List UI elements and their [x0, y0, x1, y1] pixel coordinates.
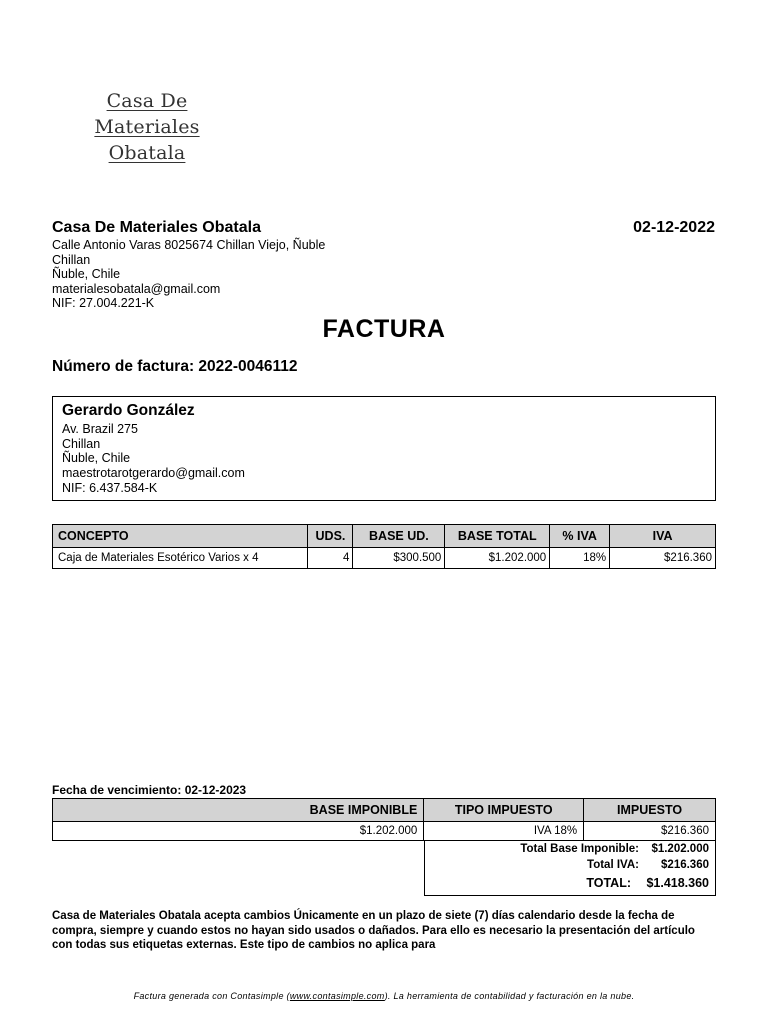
- tax-header-row: [53, 799, 716, 822]
- client-nif: NIF: 6.437.584-K: [62, 480, 158, 495]
- cell-base-total: $1.202.000: [445, 548, 550, 569]
- cell-iva-pct: 18%: [550, 548, 610, 569]
- sender-email: materialesobatala@gmail.com: [52, 281, 221, 296]
- terms-text: Casa de Materiales Obatala acepta cambios Únicamente en un plazo de siete (7) días calendario desde la fecha de compra, siempre y cuando estos no hayan sido usados o dañados. Para ello es necesario la presentación del artículo con todas sus etiquetas externas. Este tipo de cambios no aplica para: [52, 910, 695, 951]
- company-logo: [52, 88, 242, 166]
- sender-region: Ñuble, Chile: [52, 267, 121, 281]
- client-name: Gerardo González: [62, 402, 195, 419]
- footer-suffix: ). La herramienta de contabilidad y facturación en la nube.: [384, 991, 635, 1001]
- sender-name: Casa De Materiales Obatala: [52, 219, 261, 236]
- grand-total-label: TOTAL:: [586, 876, 631, 890]
- total-iva-label: Total IVA:: [587, 859, 639, 871]
- grand-total-row: [586, 876, 709, 890]
- sender-city: Chillan: [52, 252, 91, 267]
- client-address: Av. Brazil 275: [62, 422, 138, 436]
- invoice-date: 02-12-2022: [633, 219, 715, 236]
- totals-box: [424, 840, 716, 896]
- client-city: Chillan: [62, 436, 101, 451]
- col-header-base-imponible: BASE IMPONIBLE: [53, 799, 424, 822]
- cell-uds: 4: [308, 548, 353, 569]
- col-header-uds: UDS.: [308, 525, 353, 548]
- cell-base-imponible: $1.202.000: [53, 822, 424, 841]
- col-header-iva-pct: % IVA: [550, 525, 610, 548]
- table-row: [53, 548, 716, 569]
- cell-base-ud: $300.500: [353, 548, 445, 569]
- total-iva-row: [587, 859, 709, 871]
- due-date: Fecha de vencimiento: 02-12-2023: [52, 783, 247, 797]
- client-region: Ñuble, Chile: [62, 451, 131, 466]
- col-header-concepto: CONCEPTO: [53, 525, 308, 548]
- total-base-row: [520, 843, 709, 855]
- items-table: [52, 524, 716, 569]
- tax-table: [52, 798, 716, 841]
- footer-note: [0, 991, 768, 1001]
- cell-impuesto: $216.360: [584, 822, 716, 841]
- logo-line-2: Obatala: [108, 142, 186, 164]
- col-header-tipo-impuesto: TIPO IMPUESTO: [424, 799, 584, 822]
- grand-total-value: $1.418.360: [646, 876, 709, 890]
- cell-concepto: Caja de Materiales Esotérico Varios x 4: [53, 548, 308, 569]
- items-header-row: [53, 525, 716, 548]
- cell-iva: $216.360: [610, 548, 716, 569]
- client-box: [52, 396, 716, 501]
- invoice-number: Número de factura: 2022-0046112: [52, 358, 298, 375]
- table-row: [53, 822, 716, 841]
- client-email: maestrotarotgerardo@gmail.com: [62, 466, 245, 481]
- total-base-value: $1.202.000: [651, 843, 709, 855]
- col-header-base-total: BASE TOTAL: [445, 525, 550, 548]
- document-title: FACTURA: [322, 315, 446, 343]
- col-header-impuesto: IMPUESTO: [584, 799, 716, 822]
- logo-line-1: Casa De Materiales: [94, 90, 200, 138]
- total-base-label: Total Base Imponible:: [520, 843, 639, 855]
- col-header-base-ud: BASE UD.: [353, 525, 445, 548]
- sender-address: Calle Antonio Varas 8025674 Chillan Viejo, Ñuble: [52, 238, 326, 252]
- col-header-iva: IVA: [610, 525, 716, 548]
- contasimple-link[interactable]: www.contasimple.com: [289, 991, 385, 1001]
- sender-nif: NIF: 27.004.221-K: [52, 296, 155, 310]
- sender-block: [52, 219, 692, 311]
- footer-prefix: Factura generada con Contasimple (: [133, 991, 290, 1001]
- cell-tipo-impuesto: IVA 18%: [424, 822, 584, 841]
- total-iva-value: $216.360: [661, 859, 709, 871]
